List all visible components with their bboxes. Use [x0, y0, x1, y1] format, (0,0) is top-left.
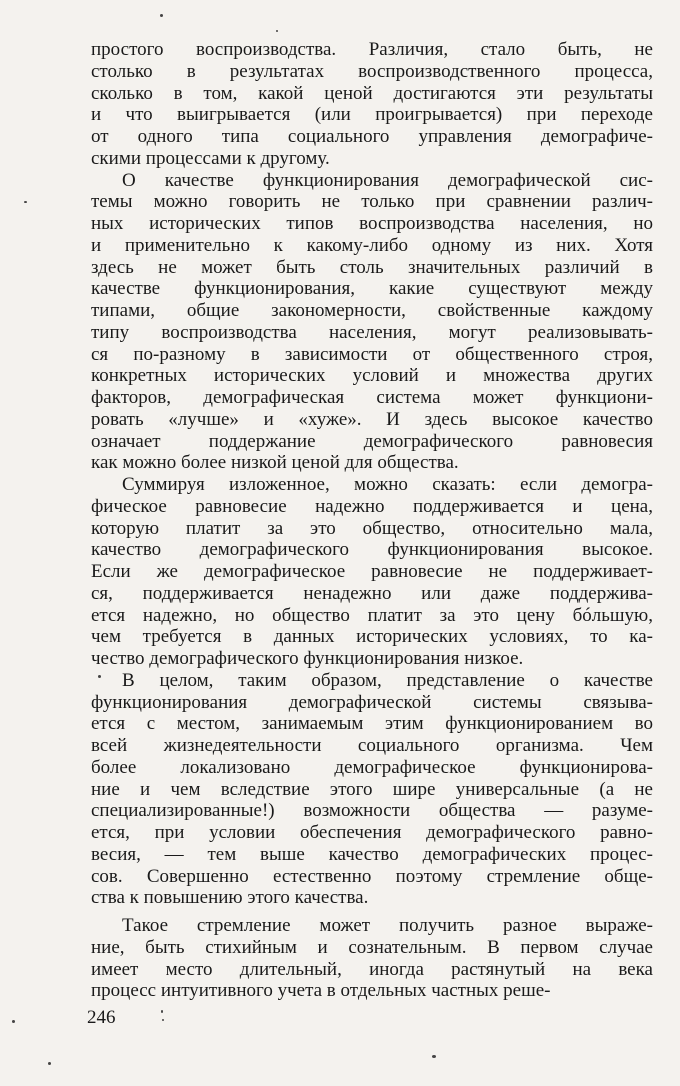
- text-line: ние, быть стихийным и сознательным. В первом случае: [91, 936, 653, 958]
- text-line: всей жизнедеятельности социального организма. Чем: [91, 735, 653, 756]
- text-line: сколько в том, какой ценой достигаются эти результаты: [91, 82, 653, 104]
- text-line: типу воспроизводства населения, могут реализовывать-: [91, 321, 653, 343]
- text-line: чество демографического функционирования низкое.: [91, 648, 524, 669]
- text-line: которую платит за это общество, относительно мала,: [91, 517, 653, 539]
- text-line: имеет место длительный, иногда растянутый на века: [91, 958, 653, 980]
- text-line: факторов, демографическая система может функциони-: [91, 387, 653, 408]
- text-line: более локализовано демографическое функционирова-: [91, 756, 653, 778]
- text-line: темы можно говорить не только при сравнении различ-: [91, 191, 653, 213]
- text-line: типами, общие закономерности, свойственные каждому: [91, 300, 653, 321]
- text-line: означает поддержание демографического равновесия: [91, 430, 653, 452]
- text-line: и применительно к какому-либо одному из них. Хотя: [91, 234, 653, 256]
- text-line: ся, поддерживается ненадежно или даже поддержива-: [91, 582, 653, 604]
- text-line: качестве функционирования, какие существуют между: [91, 278, 653, 300]
- text-line: сов. Совершенно естественно поэтому стремление обще-: [91, 865, 653, 887]
- text-line: ется с местом, занимаемым этим функционированием во: [91, 713, 653, 735]
- text-line: весия, — тем выше качество демографических процес-: [91, 843, 653, 865]
- text-line: конкретных исторических условий и множества других: [91, 365, 653, 387]
- print-speck: [276, 30, 278, 32]
- print-speck: [12, 1020, 15, 1023]
- text-line: функционирования демографической системы связыва-: [91, 691, 653, 713]
- text-line: ние и чем вследствие этого шире универсальные (а не: [91, 778, 653, 800]
- text-line: и что выигрывается (или проигрывается) при переходе: [91, 104, 653, 126]
- text-line: ется, при условии обеспечения демографического равно-: [91, 822, 653, 843]
- paragraph: [91, 670, 653, 909]
- text-line: ется надежно, но общество платит за это цену бóльшую,: [91, 604, 653, 626]
- print-speck: [162, 1019, 164, 1021]
- text-line: О качестве функционирования демографической сис-: [122, 169, 653, 191]
- text-line: качество демографического функционирования высокое.: [91, 539, 653, 561]
- print-speck: [98, 675, 101, 678]
- text-line: Такое стремление может получить разное выраже-: [122, 915, 653, 936]
- text-line: от одного типа социального управления демографиче-: [91, 126, 653, 147]
- text-line: ся по-разному в зависимости от общественного строя,: [91, 343, 653, 365]
- print-speck: [161, 1010, 163, 1013]
- text-line: как можно более низкой ценой для общества.: [91, 452, 459, 474]
- print-speck: [24, 201, 27, 203]
- text-line: ства к повышению этого качества.: [91, 887, 369, 909]
- text-line: ных исторических типов воспроизводства населения, но: [91, 213, 653, 234]
- text-line: здесь не может быть столь значительных различий в: [91, 256, 653, 278]
- print-speck: [48, 1062, 51, 1065]
- text-line: специализированные!) возможности общества — разуме-: [91, 800, 653, 822]
- document-body: [91, 39, 653, 1002]
- text-line: Суммируя изложенное, можно сказать: если демогра-: [122, 474, 653, 495]
- paragraph: [91, 39, 653, 170]
- paragraph: [91, 170, 653, 475]
- text-line: простого воспроизводства. Различия, стало быть, не: [91, 39, 653, 60]
- text-line: скими процессами к другому.: [91, 147, 330, 169]
- text-line: Если же демографическое равновесие не поддерживает-: [91, 561, 653, 582]
- text-line: фическое равновесие надежно поддерживается и цена,: [91, 495, 653, 517]
- page-number: 246: [87, 1007, 116, 1028]
- text-line: процесс интуитивного учета в отдельных частных реше-: [91, 980, 551, 1002]
- text-line: чем требуется в данных исторических условиях, то ка-: [91, 626, 653, 648]
- text-line: ровать «лучше» и «хуже». И здесь высокое качество: [91, 408, 653, 430]
- paragraph: [91, 474, 653, 670]
- paragraph: [91, 915, 653, 1002]
- text-line: В целом, таким образом, представление о качестве: [122, 669, 653, 691]
- print-speck: [160, 14, 163, 17]
- text-line: столько в результатах воспроизводственного процесса,: [91, 60, 653, 82]
- print-speck: [432, 1055, 436, 1058]
